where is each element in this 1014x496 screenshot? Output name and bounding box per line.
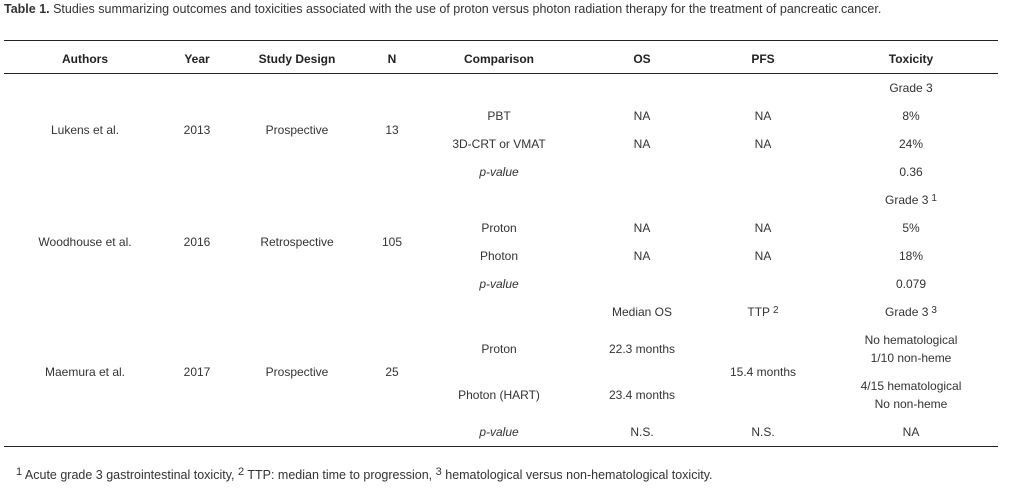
lukens-comparison-1: PBT [487,109,511,123]
table-footnotes [16,468,713,482]
maemura-os-1: 22.3 months [608,342,676,356]
lukens-tox-2: 24% [898,137,924,151]
maemura-pfs-header [747,305,778,319]
woodhouse-pfs-2: NA [754,249,772,263]
maemura-comparison-2: Photon (HART) [458,388,540,402]
maemura-tox-2-line2: No non-heme [874,397,948,411]
woodhouse-tox-1: 5% [902,221,920,235]
maemura-design: Prospective [265,365,329,379]
maemura-pfs-merged: 15.4 months [729,365,797,379]
lukens-os-1: NA [633,109,651,123]
header-comparison: Comparison [463,52,535,66]
header-rule [4,73,998,74]
maemura-tox-header [885,305,937,319]
maemura-tox-1-line1: No hematological [864,333,958,347]
footnote-text-3: hematological versus non-hematological toxicity. [441,468,713,482]
header-os: OS [633,52,651,66]
maemura-os-header: Median OS [611,305,673,319]
lukens-author: Lukens et al. [50,123,120,137]
maemura-year: 2017 [183,365,211,379]
lukens-tox-header: Grade 3 [889,81,933,95]
maemura-tox-1-line2: 1/10 non-heme [870,351,952,365]
footnote-mark-3: 3 [435,466,442,478]
footnote-ref-2: 2 [773,305,779,316]
table-caption [4,2,881,16]
footnote-text-2: TTP: median time to progression, [244,468,436,482]
footnote-mark-2: 2 [237,466,245,478]
caption-text: Studies summarizing outcomes and toxicities associated with the use of proton versus photon radiation therapy for the treatment of pancreatic cancer. [49,2,882,16]
footnote-ref-1: 1 [931,193,937,204]
lukens-design: Prospective [265,123,329,137]
maemura-tox-2-line1: 4/15 hematological [860,379,962,393]
maemura-author: Maemura et al. [44,365,126,379]
bottom-rule [4,446,998,447]
woodhouse-os-1: NA [633,221,651,235]
footnote-mark-1: 1 [16,466,23,478]
maemura-pvalue-tox: NA [902,425,920,439]
header-authors: Authors [62,52,108,66]
woodhouse-pvalue-label: p-value [479,277,519,291]
lukens-year: 2013 [183,123,211,137]
header-n: N [387,52,397,66]
maemura-pfs-header-text: TTP [747,305,771,319]
footnote-text-1: Acute grade 3 gastrointestinal toxicity, [22,468,238,482]
woodhouse-tox-2: 18% [898,249,924,263]
lukens-pfs-2: NA [754,137,772,151]
maemura-pvalue-pfs: N.S. [751,425,775,439]
lukens-pvalue-tox: 0.36 [899,165,923,179]
maemura-tox-header-text: Grade 3 [885,305,929,319]
lukens-pvalue-label: p-value [479,165,519,179]
woodhouse-os-2: NA [633,249,651,263]
header-toxicity: Toxicity [888,52,934,66]
lukens-pfs-1: NA [754,109,772,123]
caption-label: Table 1. [4,2,50,16]
woodhouse-comparison-2: Photon [479,249,519,263]
woodhouse-author: Woodhouse et al. [38,235,132,249]
woodhouse-pvalue-tox: 0.079 [895,277,927,291]
woodhouse-comparison-1: Proton [481,221,517,235]
lukens-os-2: NA [633,137,651,151]
top-rule [4,40,998,41]
woodhouse-pfs-1: NA [754,221,772,235]
lukens-comparison-2: 3D-CRT or VMAT [452,137,546,151]
woodhouse-tox-header [885,193,937,207]
lukens-n: 13 [385,123,399,137]
header-pfs: PFS [751,52,775,66]
maemura-os-2: 23.4 months [608,388,676,402]
woodhouse-n: 105 [381,235,403,249]
maemura-comparison-1: Proton [481,342,517,356]
header-year: Year [184,52,210,66]
maemura-pvalue-os: N.S. [630,425,654,439]
woodhouse-year: 2016 [183,235,211,249]
lukens-tox-1: 8% [902,109,920,123]
woodhouse-design: Retrospective [260,235,334,249]
header-study-design: Study Design [258,52,336,66]
maemura-pvalue-label: p-value [479,425,519,439]
footnote-ref-3: 3 [931,305,937,316]
maemura-n: 25 [385,365,399,379]
woodhouse-tox-header-text: Grade 3 [885,193,929,207]
